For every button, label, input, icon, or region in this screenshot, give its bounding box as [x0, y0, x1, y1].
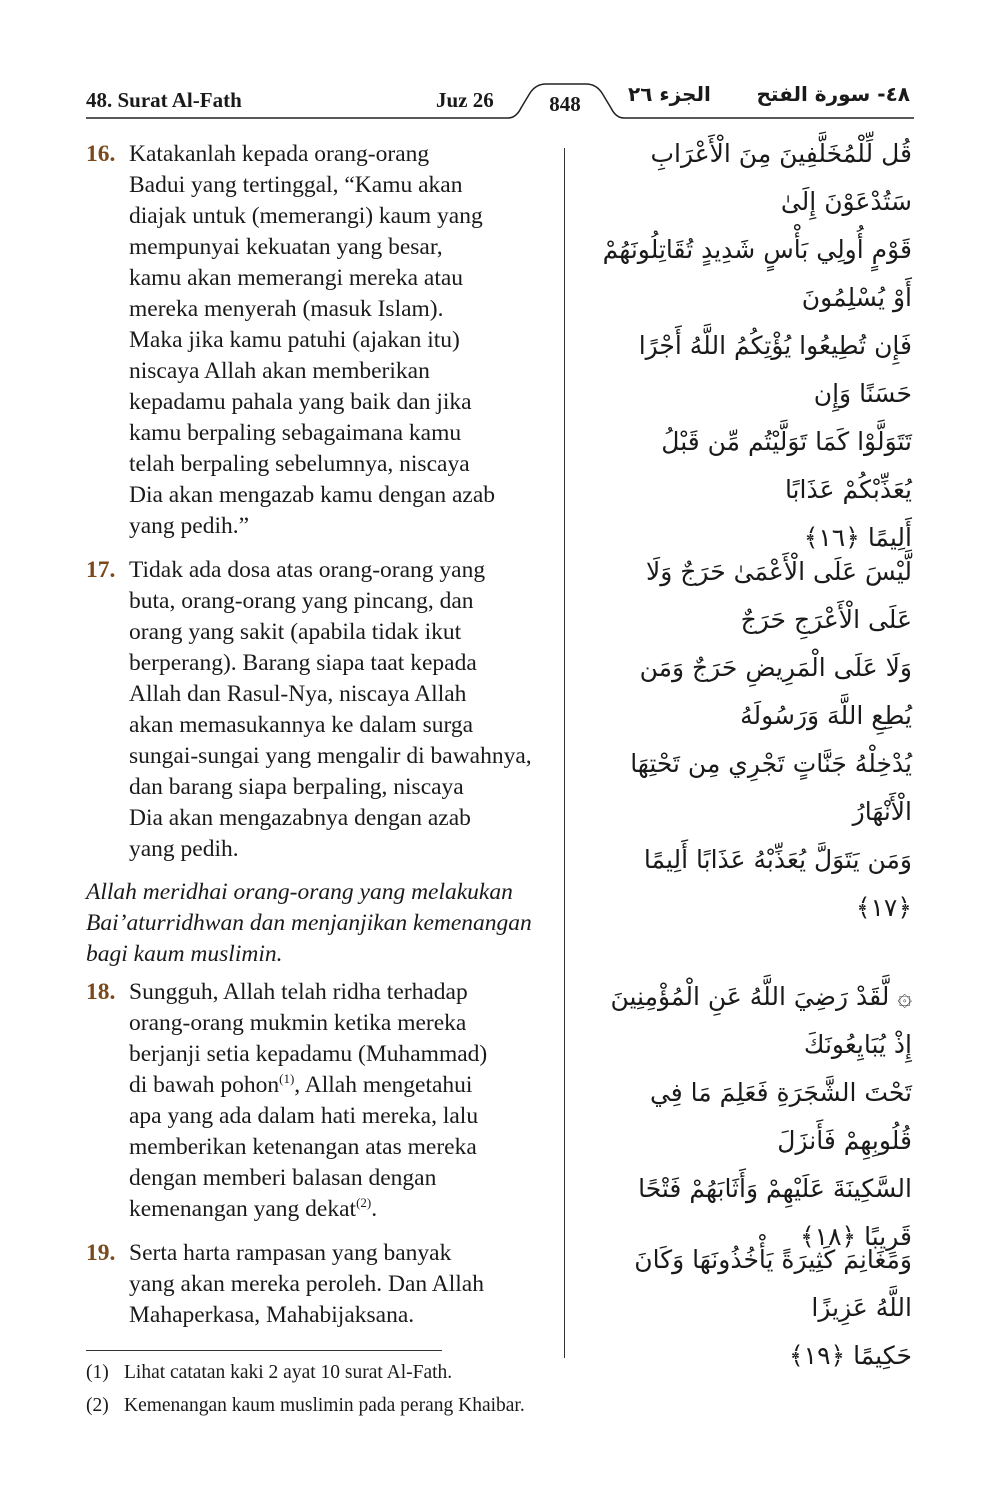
text-line: buta, orang-orang yang pincang, dan [129, 588, 474, 614]
text-line: niscaya Allah akan memberikan [129, 358, 430, 384]
text-line: Sungguh, Allah telah ridha terhadap [129, 979, 468, 1005]
arabic-line: يُدْخِلْهُ جَنَّاتٍ تَجْرِي مِن تَحْتِهَا الْأَنْهَارُ [630, 749, 912, 826]
arabic-line: فَإِن تُطِيعُوا يُؤْتِكُمُ اللَّهُ أَجْرًا حَسَنًا وَإِن [638, 331, 912, 408]
verse-19-arabic [602, 1236, 912, 1380]
text-line: akan memasukannya ke dalam surga [129, 712, 474, 738]
text-line [129, 1194, 556, 1225]
text-segment: kemenangan yang dekat [129, 1196, 357, 1222]
text-line: diajak untuk (memerangi) kaum yang [129, 203, 483, 229]
footnote-number: (2) [86, 1395, 109, 1416]
heading-line: Allah meridhai orang-orang yang melakukan [86, 879, 513, 905]
text-line: berperang). Barang siapa taat kepada [129, 650, 477, 676]
verse-number: 18. [86, 979, 116, 1005]
footnote-text: Kemenangan kaum muslimin pada perang Khaibar. [124, 1395, 525, 1416]
text-line: apa yang ada dalam hati mereka, lalu [129, 1103, 479, 1129]
verse-number: 19. [86, 1240, 116, 1266]
arabic-line: ۞ لَّقَدْ رَضِيَ اللَّهُ عَنِ الْمُؤْمِنِينَ إِذْ يُبَايِعُونَكَ [610, 982, 912, 1059]
text-line: Badui yang tertinggal, “Kamu akan [129, 172, 463, 198]
section-heading [86, 877, 556, 970]
text-line: yang akan mereka peroleh. Dan Allah [129, 1271, 484, 1297]
footnote-ref-1[interactable]: (1) [279, 1071, 295, 1087]
verse-18-arabic [602, 973, 912, 1261]
verse-number: 17. [86, 557, 116, 583]
arabic-line: وَمَن يَتَوَلَّ يُعَذِّبْهُ عَذَابًا أَلِيمًا ﴿١٧﴾ [643, 845, 912, 922]
footnote-text: Lihat catatan kaki 2 ayat 10 surat Al-Fath. [124, 1362, 453, 1383]
heading-line: Bai’aturridhwan dan menjanjikan kemenangan [86, 910, 532, 936]
text-line: mempunyai kekuatan yang besar, [129, 234, 443, 260]
text-line: memberikan ketenangan atas mereka [129, 1134, 477, 1160]
text-line: kamu berpaling sebagaimana kamu [129, 420, 462, 446]
arabic-line: قَوْمٍ أُولِي بَأْسٍ شَدِيدٍ تُقَاتِلُونَهُمْ أَوْ يُسْلِمُونَ [602, 235, 912, 312]
arabic-line: وَلَا عَلَى الْمَرِيضِ حَرَجٌ وَمَن يُطِعِ اللَّهَ وَرَسُولَهُ [639, 653, 912, 730]
verse-17-arabic [602, 548, 912, 932]
arabic-line: أَلِيمًا ﴿١٦﴾ [803, 523, 912, 552]
text-line: berjanji setia kepadamu (Muhammad) [129, 1041, 488, 1067]
text-segment: . [371, 1196, 378, 1222]
text-line: Tidak ada dosa atas orang-orang yang [129, 557, 486, 583]
text-line: Maka jika kamu patuhi (ajakan itu) [129, 327, 460, 353]
text-line: Katakanlah kepada orang-orang [129, 141, 430, 167]
text-line: kamu akan memerangi mereka atau [129, 265, 464, 291]
surah-title-arabic: ٤٨- سورة الفتح [756, 82, 910, 106]
text-line: Dia akan mengazab kamu dengan azab [129, 482, 496, 508]
text-line: telah berpaling sebelumnya, niscaya [129, 451, 470, 477]
header-rule [0, 0, 1000, 140]
verse-16-arabic [602, 130, 912, 562]
text-line: orang-orang mukmin ketika mereka [129, 1010, 467, 1036]
arabic-line: لَّيْسَ عَلَى الْأَعْمَىٰ حَرَجٌ وَلَا عَلَى الْأَعْرَجِ حَرَجٌ [646, 557, 912, 634]
text-line: yang pedih.” [129, 513, 250, 539]
juz-label-latin: Juz 26 [436, 88, 494, 112]
text-line: Allah dan Rasul-Nya, niscaya Allah [129, 681, 467, 707]
footnote-1 [86, 1362, 452, 1384]
footnote-rule [86, 1350, 442, 1351]
arabic-line: قُل لِّلْمُخَلَّفِينَ مِنَ الْأَعْرَابِ سَتُدْعَوْنَ إِلَىٰ [650, 139, 912, 216]
text-line: Mahaperkasa, Mahabijaksana. [129, 1302, 415, 1328]
text-line: dan barang siapa berpaling, niscaya [129, 774, 464, 800]
column-divider [564, 148, 565, 1358]
arabic-line: تَحْتَ الشَّجَرَةِ فَعَلِمَ مَا فِي قُلُوبِهِمْ فَأَنزَلَ [649, 1078, 912, 1155]
text-segment: , Allah mengetahui [294, 1072, 473, 1098]
footnote-2 [86, 1395, 525, 1417]
heading-line: bagi kaum muslimin. [86, 941, 283, 967]
verse-number: 16. [86, 141, 116, 167]
footnote-number: (1) [86, 1362, 109, 1383]
arabic-line: تَتَوَلَّوْا كَمَا تَوَلَّيْتُم مِّن قَبْلُ يُعَذِّبْكُمْ عَذَابًا [661, 427, 912, 504]
text-line: Dia akan mengazabnya dengan azab [129, 805, 471, 831]
surah-title-latin: 48. Surat Al-Fath [86, 88, 242, 112]
text-line: orang yang sakit (apabila tidak ikut [129, 619, 462, 645]
verse-19-translation [86, 1238, 556, 1331]
text-line: kepadamu pahala yang baik dan jika [129, 389, 472, 415]
verse-17-translation [86, 555, 556, 865]
text-line: Serta harta rampasan yang banyak [129, 1240, 452, 1266]
text-segment: di bawah pohon [129, 1072, 280, 1098]
page-number: 848 [549, 92, 581, 116]
arabic-line: السَّكِينَةَ عَلَيْهِمْ وَأَثَابَهُمْ فَتْحًا قَرِيبًا ﴿١٨﴾ [638, 1174, 912, 1251]
verse-18-translation [86, 977, 556, 1225]
juz-label-arabic: الجزء ٢٦ [628, 82, 711, 106]
text-line: yang pedih. [129, 836, 239, 862]
arabic-line: حَكِيمًا ﴿١٩﴾ [789, 1341, 912, 1370]
arabic-line: وَمَغَانِمَ كَثِيرَةً يَأْخُذُونَهَا وَكَانَ اللَّهُ عَزِيزًا [634, 1245, 912, 1322]
text-line: sungai-sungai yang mengalir di bawahnya, [129, 743, 532, 769]
footnote-ref-2[interactable]: (2) [356, 1195, 372, 1211]
text-line: dengan memberi balasan dengan [129, 1165, 437, 1191]
text-line: mereka menyerah (masuk Islam). [129, 296, 444, 322]
text-line [129, 1070, 556, 1101]
verse-16-translation [86, 139, 556, 542]
